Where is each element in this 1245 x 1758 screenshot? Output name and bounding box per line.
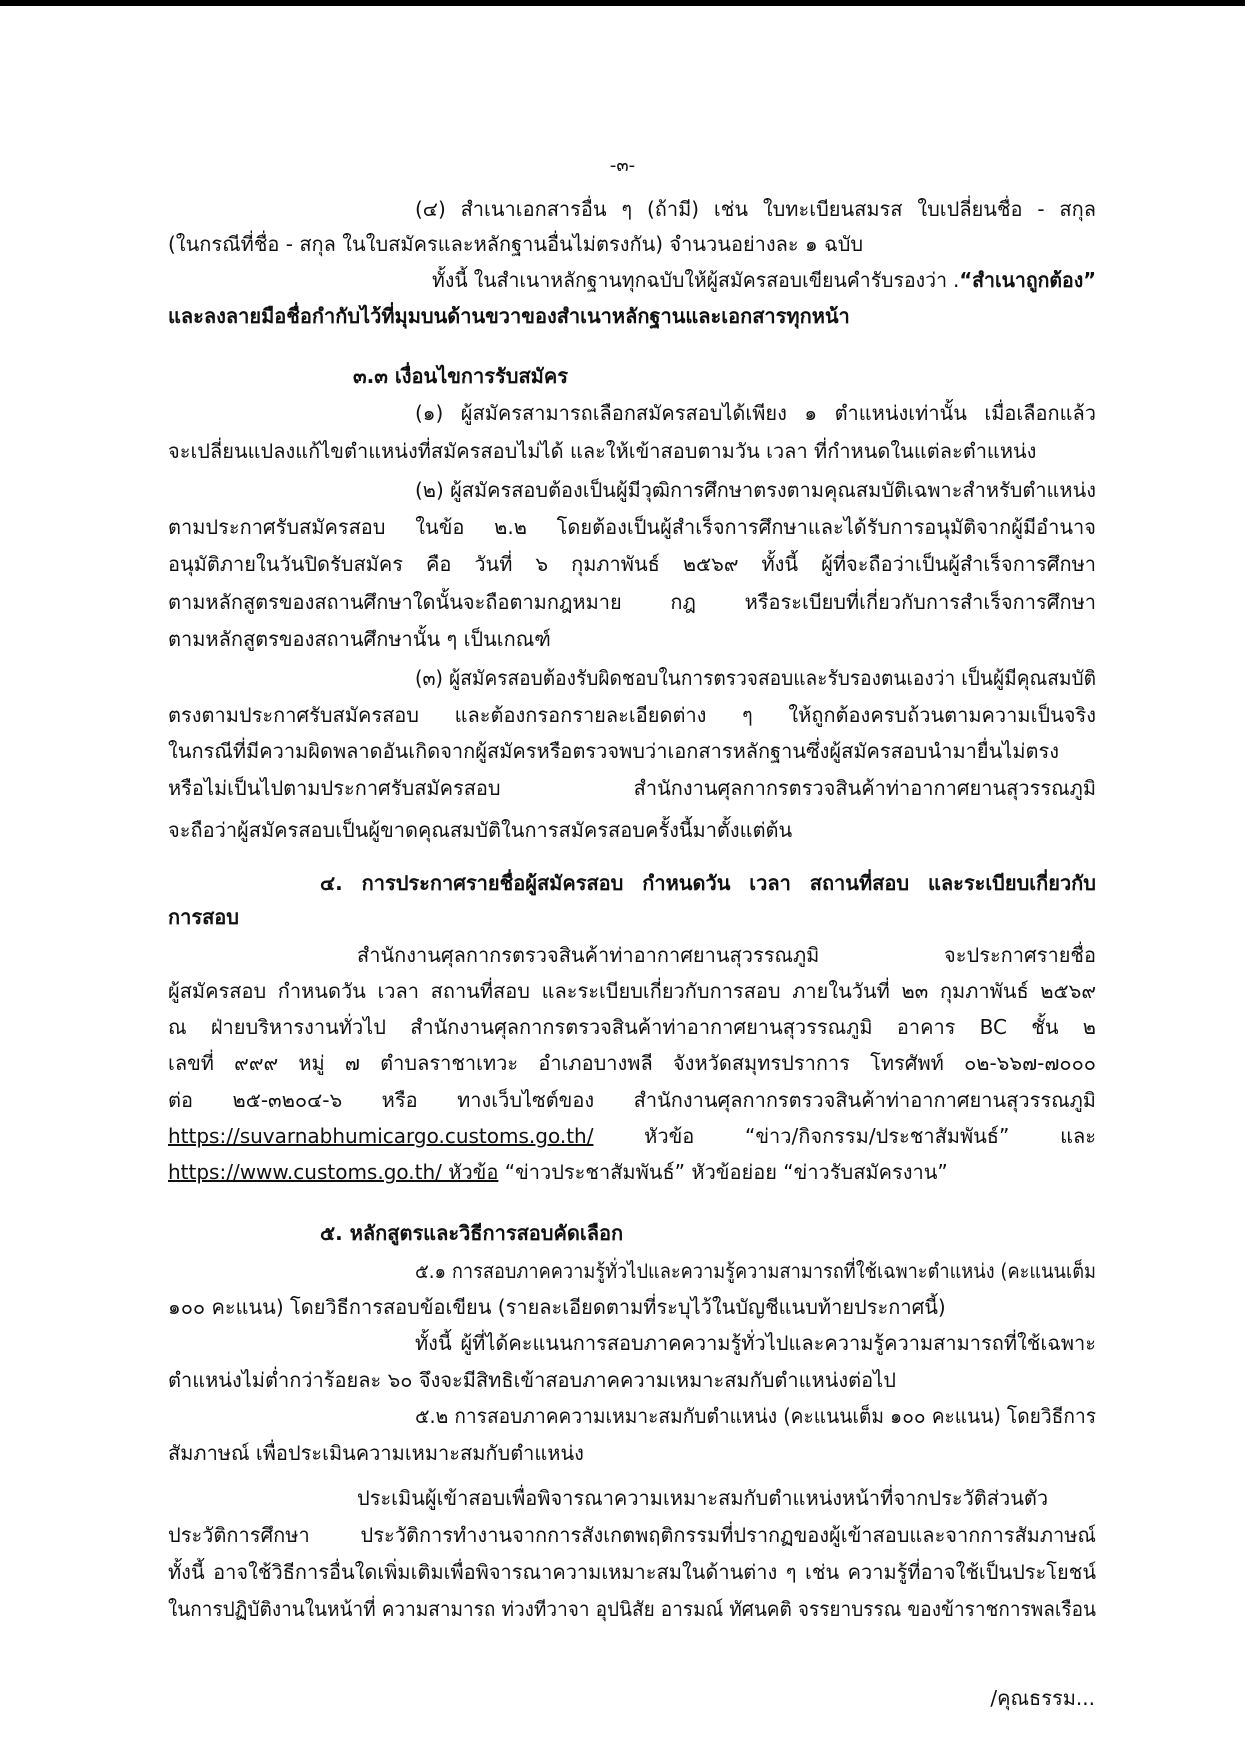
text-segment: ทั้งนี้ ในสำเนาหลักฐานทุกฉบับให้ผู้สมัครสอบเขียนคำรับรองว่า .	[432, 268, 960, 292]
text-line-content	[168, 584, 1096, 620]
text-line-content	[168, 298, 850, 334]
text-segment: ๔. การประกาศรายชื่อผู้สมัครสอบ กำหนดวัน เวลา สถานที่สอบ และระเบียบเกี่ยวกับ	[320, 871, 1096, 895]
text-segment: ตามประกาศรับสมัครสอบ ในข้อ ๒.๒ โดยต้องเป็นผู้สำเร็จการศึกษาและได้รับการอนุมัติจากผู้มีอำนาจ	[168, 515, 1096, 539]
text-line-content	[168, 1517, 1096, 1553]
text-line	[168, 509, 1096, 545]
text-segment: (๔) สำเนาเอกสารอื่น ๆ (ถ้ามี) เช่น ใบทะเบียนสมรส ใบเปลี่ยนชื่อ - สกุล	[415, 197, 1096, 221]
text-segment: (๑) ผู้สมัครสามารถเลือกสมัครสอบได้เพียง ๑ ตำแหน่งเท่านั้น เมื่อเลือกแล้ว	[415, 401, 1096, 425]
text-line	[415, 1325, 1096, 1361]
text-line	[415, 472, 1096, 508]
text-line-content	[320, 1215, 623, 1251]
text-segment: ตามหลักสูตรของสถานศึกษาใดนั้นจะถือตามกฎหมาย กฎ หรือระเบียบที่เกี่ยวกับการสำเร็จการศึกษา	[168, 590, 1096, 614]
text-line	[357, 937, 1096, 973]
text-line-content	[168, 1009, 1096, 1045]
text-segment: และลงลายมือชื่อกำกับไว้ที่มุมบนด้านขวาของสำเนาหลักฐานและเอกสารทุกหน้า	[168, 304, 850, 328]
text-line-content	[168, 1045, 1096, 1081]
text-line-content	[168, 697, 1096, 733]
text-line	[168, 1118, 1096, 1154]
text-line-content	[168, 973, 1096, 1009]
text-segment: (๒) ผู้สมัครสอบต้องเป็นผู้มีวุฒิการศึกษาตรงตามคุณสมบัติเฉพาะสำหรับตำแหน่ง	[415, 478, 1096, 502]
text-segment: หัวข้อ “ข่าว/กิจกรรม/ประชาสัมพันธ์” และ	[593, 1124, 1096, 1148]
text-segment: ณ ฝ่ายบริหารงานทั่วไป สำนักงานศุลกากรตรวจสินค้าท่าอากาศยานสุวรรณภูมิ อาคาร BC ชั้น ๒	[168, 1015, 1096, 1039]
text-segment: ผู้สมัครสอบ กำหนดวัน เวลา สถานที่สอบ และระเบียบเกี่ยวกับการสอบ ภายในวันที่ ๒๓ กุมภาพันธ์ ๒๕๖๙	[168, 979, 1096, 1003]
text-segment: ตรงตามประกาศรับสมัครสอบ และต้องกรอกรายละเอียดต่าง ๆ ให้ถูกต้องครบถ้วนตามความเป็นจริง	[168, 703, 1096, 727]
text-line	[168, 433, 1096, 469]
text-line-content	[168, 812, 792, 848]
text-line	[415, 191, 1096, 227]
text-line-content	[353, 358, 568, 394]
text-segment: ต่อ ๒๕-๓๒๐๔-๖ หรือ ทางเว็บไซต์ของ สำนักงานศุลกากรตรวจสินค้าท่าอากาศยานสุวรรณภูมิ	[168, 1088, 1096, 1112]
text-line	[168, 1554, 1096, 1590]
text-line	[168, 1082, 1096, 1118]
text-line-content	[415, 1398, 1096, 1434]
text-line-content	[415, 1253, 1096, 1289]
text-segment: ทั้งนี้ ผู้ที่ได้คะแนนการสอบภาคความรู้ทั่วไปและความรู้ความสามารถที่ใช้เฉพาะ	[415, 1331, 1096, 1355]
text-line-content	[415, 395, 1096, 431]
text-segment: ตำแหน่งไม่ต่ำกว่าร้อยละ ๖๐ จึงจะมีสิทธิเข้าสอบภาคความเหมาะสมกับตำแหน่งต่อไป	[168, 1368, 896, 1392]
text-segment: (๓) ผู้สมัครสอบต้องรับผิดชอบในการตรวจสอบและรับรองตนเองว่า เป็นผู้มีคุณสมบัติ	[415, 666, 1096, 690]
text-line-content	[168, 509, 1096, 545]
text-line-content	[168, 1591, 1096, 1627]
text-line	[168, 733, 1096, 769]
text-line	[168, 1289, 1096, 1325]
text-line	[168, 226, 1096, 262]
text-line	[320, 1215, 1096, 1251]
text-line	[415, 1398, 1096, 1434]
text-segment: อนุมัติภายในวันปิดรับสมัคร คือ วันที่ ๖ กุมภาพันธ์ ๒๕๖๙ ทั้งนี้ ผู้ที่จะถือว่าเป็นผู้สำเร็จการศึกษา	[168, 552, 1096, 576]
text-segment: (ในกรณีที่ชื่อ - สกุล ในใบสมัครและหลักฐานอื่นไม่ตรงกัน) จำนวนอย่างละ ๑ ฉบับ	[168, 232, 864, 256]
text-line-content	[320, 865, 1096, 901]
text-line	[353, 358, 1096, 394]
text-line-content	[357, 1480, 1048, 1516]
text-segment: ประเมินผู้เข้าสอบเพื่อพิจารณาความเหมาะสมกับตำแหน่งหน้าที่จากประวัติส่วนตัว	[357, 1486, 1049, 1510]
text-line	[168, 812, 1096, 848]
text-line	[168, 1517, 1096, 1553]
text-line-content	[168, 1554, 1096, 1590]
text-segment: ๓.๓ เงื่อนไขการรับสมัคร	[353, 364, 568, 388]
text-segment: สัมภาษณ์ เพื่อประเมินความเหมาะสมกับตำแหน่ง	[168, 1441, 584, 1465]
text-line	[168, 1009, 1096, 1045]
text-line	[168, 1591, 1096, 1627]
text-line-content	[168, 1289, 946, 1325]
text-line	[168, 1154, 1096, 1190]
continuation-marker: /คุณธรรม...	[990, 1686, 1095, 1710]
text-segment: การสอบ	[168, 905, 239, 929]
text-line	[168, 1435, 1096, 1471]
text-segment: ๕.๒ การสอบภาคความเหมาะสมกับตำแหน่ง (คะแนนเต็ม ๑๐๐ คะแนน) โดยวิธีการ	[415, 1404, 1096, 1428]
text-line	[168, 298, 1096, 334]
text-line	[168, 899, 1096, 935]
text-line	[168, 1045, 1096, 1081]
scan-top-border	[0, 0, 1245, 6]
text-line-content	[168, 546, 1096, 582]
text-line	[168, 973, 1096, 1009]
text-segment: ประวัติการศึกษา ประวัติการทำงานจากการสังเกตพฤติกรรมที่ปรากฏของผู้เข้าสอบและจากการสัมภาษณ์	[168, 1523, 1096, 1547]
text-line	[168, 1362, 1096, 1398]
text-line-content	[168, 770, 1096, 806]
text-segment: จะเปลี่ยนแปลงแก้ไขตำแหน่งที่สมัครสอบไม่ได้ และให้เข้าสอบตามวัน เวลา ที่กำหนดในแต่ละตำแหน่ง	[168, 439, 1037, 463]
text-line-content	[415, 472, 1096, 508]
text-segment: “ข่าวประชาสัมพันธ์” หัวข้อย่อย “ข่าวรับสมัครงาน”	[498, 1160, 948, 1184]
text-line	[432, 262, 1096, 298]
text-line	[415, 660, 1096, 696]
text-line-content	[415, 660, 1096, 696]
text-line-content	[168, 226, 863, 262]
text-line-content	[357, 937, 1096, 973]
text-segment: ๑๐๐ คะแนน) โดยวิธีการสอบข้อเขียน (รายละเอียดตามที่ระบุไว้ในบัญชีแนบท้ายประกาศนี้)	[168, 1295, 946, 1319]
text-line-content	[168, 1435, 584, 1471]
text-line-content	[168, 1362, 896, 1398]
text-line	[168, 697, 1096, 733]
page-number: -๓-	[609, 155, 636, 176]
text-segment: ๕.๑ การสอบภาคความรู้ทั่วไปและความรู้ความสามารถที่ใช้เฉพาะตำแหน่ง (คะแนนเต็ม	[415, 1259, 1096, 1283]
text-segment: ๕. หลักสูตรและวิธีการสอบคัดเลือก	[320, 1221, 624, 1245]
text-line	[415, 395, 1096, 431]
text-segment: หรือไม่เป็นไปตามประกาศรับสมัครสอบ สำนักงานศุลกากรตรวจสินค้าท่าอากาศยานสุวรรณภูมิ	[168, 776, 1096, 800]
text-line-content	[168, 1118, 1096, 1154]
text-segment: ในการปฏิบัติงานในหน้าที่ ความสามารถ ท่วงทีวาจา อุปนิสัย อารมณ์ ทัศนคติ จรรยาบรรณ ของข้าราชการพลเรือน	[168, 1597, 1096, 1621]
text-line	[415, 1253, 1096, 1289]
text-segment: จะถือว่าผู้สมัครสอบเป็นผู้ขาดคุณสมบัติในการสมัครสอบครั้งนี้มาตั้งแต่ต้น	[168, 818, 793, 842]
url-link[interactable]: https://www.customs.go.th/ หัวข้อ	[168, 1160, 499, 1184]
text-segment: สำนักงานศุลกากรตรวจสินค้าท่าอากาศยานสุวรรณภูมิ จะประกาศรายชื่อ	[357, 943, 1096, 967]
text-line-content	[168, 1082, 1096, 1118]
text-line-content	[168, 899, 239, 935]
text-segment: “สำเนาถูกต้อง”	[959, 268, 1096, 292]
text-line	[320, 865, 1096, 901]
text-line	[168, 621, 1096, 657]
text-line	[168, 584, 1096, 620]
text-line-content	[168, 733, 1059, 769]
text-line-content	[415, 191, 1096, 227]
text-segment: ทั้งนี้ อาจใช้วิธีการอื่นใดเพิ่มเติมเพื่อพิจารณาความเหมาะสมในด้านต่าง ๆ เช่น ความรู้ที่อาจใช้เป็นประโยชน์	[168, 1560, 1096, 1584]
text-line-content	[415, 1325, 1096, 1361]
text-line-content	[168, 621, 551, 657]
text-line-content	[168, 1154, 948, 1190]
text-line	[357, 1480, 1096, 1516]
text-segment: ในกรณีที่มีความผิดพลาดอันเกิดจากผู้สมัครหรือตรวจพบว่าเอกสารหลักฐานซึ่งผู้สมัครสอบนำมายื่นไม่ตรง	[168, 739, 1060, 763]
text-line	[168, 546, 1096, 582]
text-segment: ตามหลักสูตรของสถานศึกษานั้น ๆ เป็นเกณฑ์	[168, 627, 551, 651]
text-line	[168, 770, 1096, 806]
text-line-content	[168, 433, 1036, 469]
url-link[interactable]: https://suvarnabhumicargo.customs.go.th/	[168, 1124, 594, 1148]
text-segment: เลขที่ ๙๙๙ หมู่ ๗ ตำบลราชาเทวะ อำเภอบางพลี จังหวัดสมุทรปราการ โทรศัพท์ ๐๒-๖๖๗-๗๐๐๐	[168, 1051, 1096, 1075]
text-line-content	[432, 262, 1096, 298]
